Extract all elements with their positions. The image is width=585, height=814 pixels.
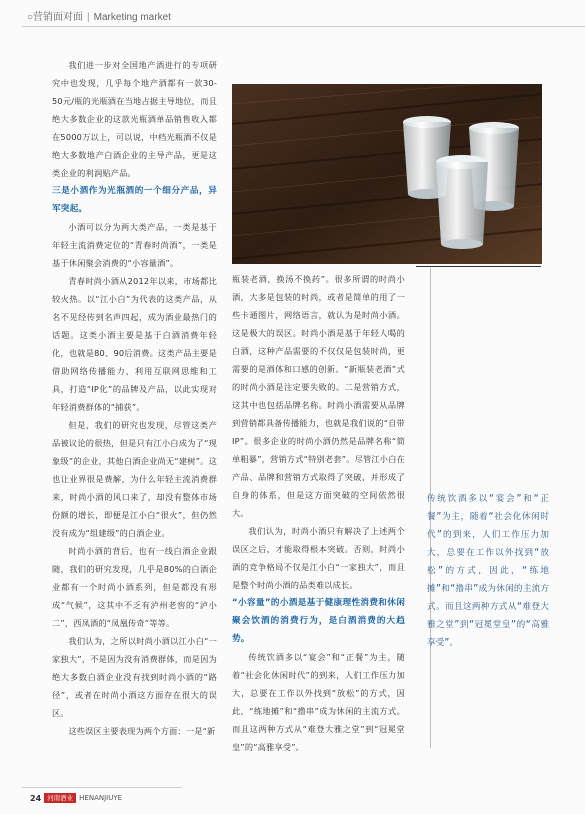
magazine-brand: 河南酒业 <box>44 793 76 803</box>
section-heading: 三是小酒作为光瓶酒的一个细分产品，异军突起。 <box>52 186 217 214</box>
paragraph: 我们认为，时尚小酒只有解决了上述两个误区之后，才能取得根本突破。否则，时尚小酒的竞争格局不仅是江小白“一家独大”，而且是整个时尚小酒的品类难以成长。 <box>232 526 405 590</box>
paragraph: 我们进一步对全国地产酒进行的专项研究中也发现，几乎每个地产酒都有一款30-50元/瓶的光瓶酒在当地占据主导地位，而且绝大多数企业的这款光瓶酒单品销售收入都在5000万以上，可以说，中档光瓶酒不仅是绝大多数地产白酒企业的主导产品，更是这类企业的利润贴产品。 <box>52 60 217 178</box>
page-header <box>27 8 171 23</box>
paragraph: 小酒可以分为两大类产品，一类是基于年轻主流消费定位的“青春时尚酒”，一类是基于休闲聚会消费的“小容量酒”。 <box>52 222 217 268</box>
liquor-glasses-photo <box>232 84 542 264</box>
footer-divider <box>22 787 182 788</box>
section-heading: “小容量”的小酒是基于健康理性消费和休闲聚会饮酒的消费行为，是白酒消费的大趋势。 <box>232 598 405 644</box>
sidebar-top-rule <box>416 266 541 267</box>
paragraph: 但是，我们的研究也发现，尽管这类产品被议论的很热，但是只有江小白成为了“现象级”的企业，其他白酒企业尚无“建树”。这也让业界很是费解，为什么年轻主流消费群来，时尚小酒的风口来了，却没有整体市场份额的增长，即便是江小白“很火”，但仍然没有成为“组建级”的白酒企业。 <box>52 420 217 538</box>
section-title-cn: ○营销面对面 <box>27 12 84 23</box>
page-number: 24 <box>30 793 42 803</box>
glass-front <box>436 155 488 249</box>
header-divider <box>22 26 585 27</box>
page-footer <box>30 793 122 803</box>
paragraph: 我们认为，之所以时尚小酒以江小白“一家独大”，不是因为没有消费群体，而是因为绝大多数白酒企业没有找到时尚小酒的“路径”，或者在时尚小酒这方面存在很大的误区。 <box>52 636 217 718</box>
header-separator: | <box>87 12 90 23</box>
paragraph: 瓶装老酒，换汤不换药”。很多所谓的时尚小酒，大多是包装的时尚，或者是简单的用了一些卡通图片，网络语言，就认为是时尚小酒。这是极大的误区。时尚小酒是基于年轻人喝的白酒，这种产品需要的不仅仅是包装时尚，更需要的是酒体和口感的创新。“新瓶装老酒”式的时尚小酒是注定要失败的。二是营销方式，这其中也包括品牌名称。时尚小酒需要从品牌到营销都具备传播能力，也就是我们说的“自带IP”。很多企业的时尚小酒仍然是品牌名称“简单粗暴”，营销方式“特别老套”。尽管江小白在产品、品牌和营销方式取得了突破，并形成了自身的体系，但是这方面突破的空间依然很大。 <box>232 274 405 518</box>
paragraph: 青春时尚小酒从2012年以来，市场都比较火热。以“江小白”为代表的这类产品，从名不见经传到名声四起，成为酒业最热门的话题。这类小酒主要是基于白酒消费年轻化，也就是80、90后消费。这类产品主要是借助网络传播能力，利用互联网思维和工具，打造“IP化”的品牌及产品，以此实现对年轻消费群体的“捕获”。 <box>52 276 217 412</box>
middle-column <box>232 270 405 756</box>
paragraph: 这些误区主要表现为两个方面：一是“新 <box>68 726 216 736</box>
left-column <box>52 56 217 740</box>
section-title-en: Marketing market <box>93 12 171 23</box>
paragraph: 时尚小酒的背后，也有一线白酒企业跟随，我们的研究发现，几乎是80%的白酒企业都有一个时尚小酒系列，但是都没有形成“气候”，这其中不乏有泸州老窖的“泸小二”，西凤酒的“凤凰传奇”等等。 <box>52 546 217 628</box>
pull-quote: 传统饮酒多以“宴会”和“正餐”为主，随着“社会化休闲时代”的到来，人们工作压力加大，总要在工作以外找到“放松”的方式，因此，“练地摊”和“撸串”成为休闲的主流方式。而且这两种方式从“难登大雅之堂”到“冠冕堂皇”的“高雅享受”。 <box>427 494 549 648</box>
magazine-brand-en: HENANJIUYE <box>79 794 123 802</box>
paragraph: 传统饮酒多以“宴会”和“正餐”为主，随着“社会化休闲时代”的到来，人们工作压力加大，总要在工作以外找到“放松”的方式，因此，“练地摊”和“撸串”成为休闲的主流方式。而且这两种方式从“难登大雅之堂”到“冠冕堂皇”的“高雅享受”。 <box>232 652 405 752</box>
